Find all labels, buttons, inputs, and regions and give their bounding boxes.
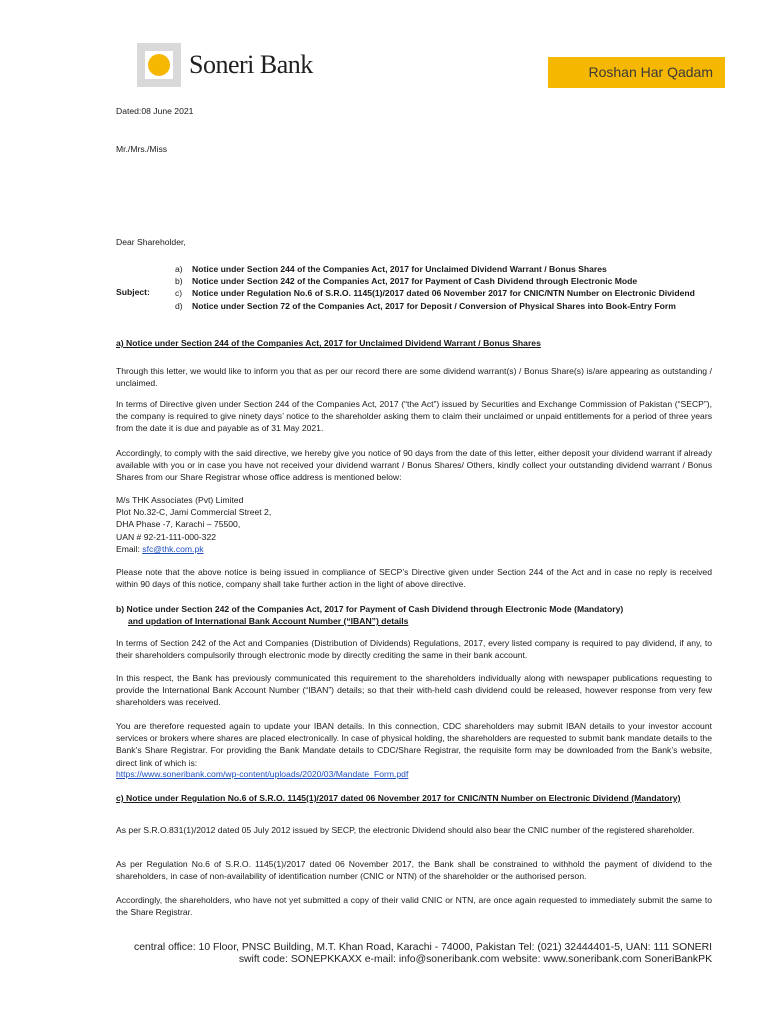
address-line: Plot No.32-C, Jami Commercial Street 2, xyxy=(116,507,272,518)
soneri-sun-logo-icon xyxy=(137,43,181,87)
addressee: Mr./Mrs./Miss xyxy=(116,144,168,154)
tagline-bar xyxy=(548,57,725,88)
section-a-paragraph-4: Please note that the above notice is being issued in compliance of SECP’s Directive given under Section 244 of the Act and in case no reply is received within 90 days of this notice, company shall take further action in the light of above directive. xyxy=(116,567,712,590)
email-label: Email: xyxy=(116,543,143,554)
section-a-paragraph-3: Accordingly, to comply with the said directive, we hereby give you notice of 90 days from the date of this letter, either deposit your dividend warrant if already available with you or in case you have not received your dividend warrant / Bonus Shares/ Others, kindly collect your outstanding dividend warrant / Bonus Shares from our Share Registrar whose office address is mentioned below: xyxy=(116,448,712,483)
section-c-paragraph-1: As per S.R.O.831(1)/2012 dated 05 July 2012 issued by SECP, the electronic Dividend should also bear the CNIC number of the registered shareholder. xyxy=(116,825,695,835)
greeting: Dear Shareholder, xyxy=(116,237,186,247)
registrar-address xyxy=(116,494,712,555)
subject-item: c) Notice under Regulation No.6 of S.R.O. 1145(1)/2017 dated 06 November 2017 for CNIC/NTN Number on Electronic Dividend xyxy=(175,288,695,299)
section-b-paragraph-3: You are therefore requested again to update your IBAN details. In this connection, CDC shareholders may submit IBAN details to your investor account services or brokers where shares are placed electronically. In case of physical holding, the shareholders are requested to submit bank mandate details to the Bank’s Share Registrar. For providing the Bank Mandate details to CDC/Share Registrar, the requisite form may be downloaded from the Bank’s website, direct link of which is: xyxy=(116,721,712,768)
section-a-paragraph-2: In terms of Directive given under Section 244 of the Companies Act, 2017 (“the Act”) issued by Securities and Exchange Commission of Pakistan (“SECP”), the company is required to give ninety days’ notice to the shareholder asking them to claim their unclaimed or unpaid entitlements for a period of three years from the date it is due and payable as of 31 May 2021. xyxy=(116,399,712,434)
tagline: Roshan Har Qadam xyxy=(588,64,713,80)
section-b-heading-line-1: b) Notice under Section 242 of the Companies Act, 2017 for Payment of Cash Dividend through Electronic Mode (Mandatory) xyxy=(116,604,624,614)
section-c-paragraph-3: Accordingly, the shareholders, who have not yet submitted a copy of their valid CNIC or NTN, are once again requested to immediately submit the same to the Share Registrar. xyxy=(116,895,712,918)
section-c-paragraph-2: As per Regulation No.6 of S.R.O. 1145(1)/2017 dated 06 November 2017, the Bank shall be constrained to withhold the payment of dividend to the shareholders, in case of non-availability of identification number (CNIC or NTN) of the shareholder or the authorised person. xyxy=(116,859,712,882)
address-line: DHA Phase -7, Karachi – 75500, xyxy=(116,519,241,530)
address-line: UAN # 92-21-111-000-322 xyxy=(116,531,217,542)
letter-date: Dated:08 June 2021 xyxy=(116,106,194,116)
email-line xyxy=(116,543,712,555)
section-b-heading-line-2: and updation of International Bank Account Number (“IBAN”) details xyxy=(128,616,409,627)
footer-contact: swift code: SONEPKKAXX e-mail: info@soneribank.com website: www.soneribank.com SoneriBankPK xyxy=(238,954,712,965)
subject-list xyxy=(175,263,712,312)
subject-item: b) Notice under Section 242 of the Companies Act, 2017 for Payment of Cash Dividend through Electronic Mode xyxy=(175,276,638,287)
section-a-heading: a) Notice under Section 244 of the Companies Act, 2017 for Unclaimed Dividend Warrant / Bonus Shares xyxy=(116,338,541,348)
section-a-paragraph-1: Through this letter, we would like to inform you that as per our record there are some dividend warrant(s) / Bonus Share(s) is/are appearing as outstanding / unclaimed. xyxy=(116,366,712,389)
bank-name: Soneri Bank xyxy=(189,50,313,79)
section-b-paragraph-1: In terms of Section 242 of the Act and Companies (Distribution of Dividends) Regulations, 2017, every listed company is required to pay dividend, if any, to their shareholders compulsorily through electronic mode by directly crediting the same in their bank account. xyxy=(116,638,712,661)
subject-label: Subject: xyxy=(116,287,150,297)
section-c-heading: c) Notice under Regulation No.6 of S.R.O. 1145(1)/2017 dated 06 November 2017 for CNIC/NTN Number on Electronic Dividend (Mandatory) xyxy=(116,793,681,803)
footer-address: central office: 10 Floor, PNSC Building, M.T. Khan Road, Karachi - 74000, Pakistan Tel: (021) 32444401-5, UAN: 111 SONERI xyxy=(134,942,712,953)
address-line: M/s THK Associates (Pvt) Limited xyxy=(116,495,244,505)
mandate-form-link-line xyxy=(116,768,712,780)
bank-logo xyxy=(137,43,313,87)
section-b-paragraph-2: In this respect, the Bank has previously communicated this requirement to the shareholders individually along with newspaper publications requesting to provide the International Bank Account Number (“IBAN”) details; so that their with-held cash dividend could be released, however response from very few shareholders was received. xyxy=(116,673,712,708)
registrar-email-link[interactable]: sfc@thk.com.pk xyxy=(142,543,204,554)
section-b-heading xyxy=(116,603,712,627)
mandate-form-link[interactable]: https://www.soneribank.com/wp-content/uploads/2020/03/Mandate_Form.pdf xyxy=(116,769,409,779)
subject-item: a) Notice under Section 244 of the Companies Act, 2017 for Unclaimed Dividend Warrant / Bonus Shares xyxy=(175,264,607,274)
subject-item: d) Notice under Section 72 of the Companies Act, 2017 for Deposit / Conversion of Physical Shares into Book-Entry Form xyxy=(175,300,676,311)
